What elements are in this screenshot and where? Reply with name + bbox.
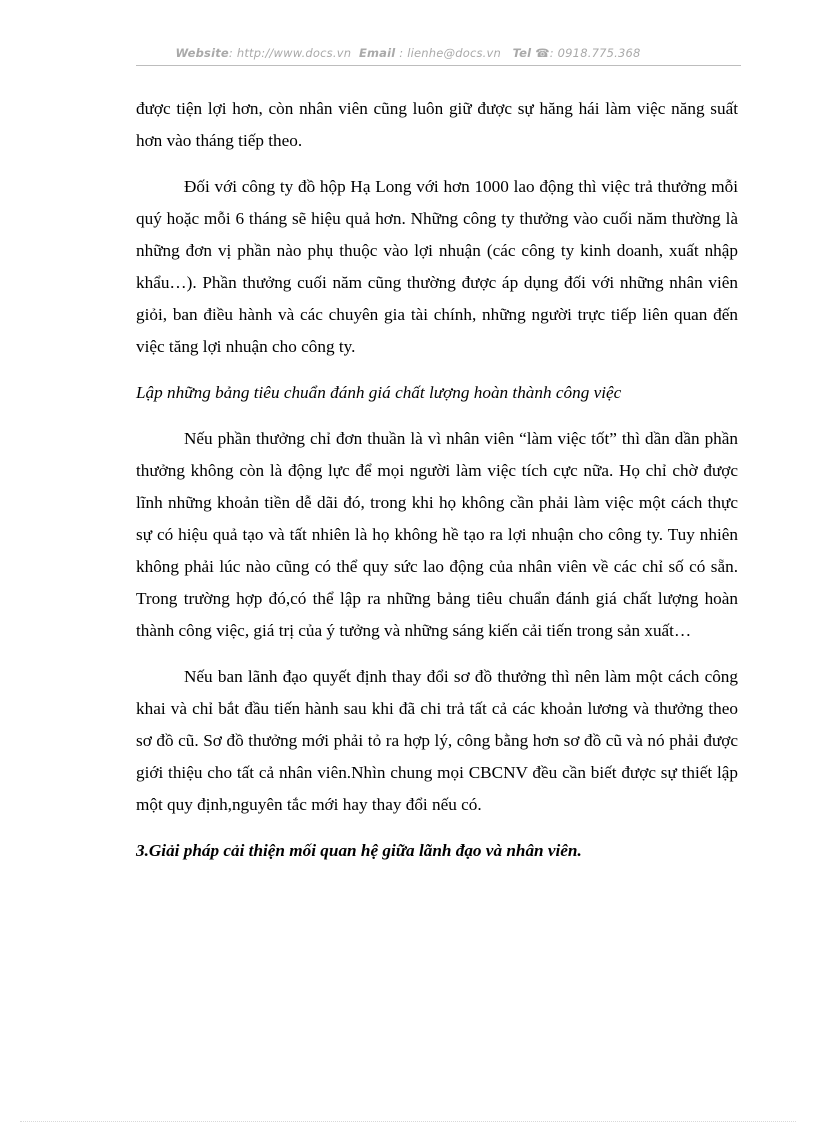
paragraph-bonus-timing: Đối với công ty đồ hộp Hạ Long với hơn 1000 lao động thì việc trả thưởng mỗi quý hoặc mỗi 6 tháng sẽ hiệu quả hơn. Những công ty thưởng vào cuối năm thường là những đơn vị phần nào phụ thuộc vào lợi nhuận (các công ty kinh doanh, xuất nhập khẩu…). Phần thưởng cuối năm cũng thường được áp dụng đối với những nhân viên giỏi, ban điều hành và các chuyên gia tài chính, những người trực tiếp liên quan đến việc tăng lợi nhuận cho công ty. — [136, 177, 738, 356]
paragraph-continuation: được tiện lợi hơn, còn nhân viên cũng luôn giữ được sự hăng hái làm việc năng suất hơn vào tháng tiếp theo. — [136, 99, 738, 150]
footer-divider — [20, 1121, 796, 1122]
tel-label: Tel — [512, 46, 532, 60]
paragraph-reward-motivation: Nếu phần thưởng chỉ đơn thuần là vì nhân viên “làm việc tốt” thì dần dần phần thưởng không còn là động lực để mọi người làm việc tích cực nữa. Họ chỉ chờ được lĩnh những khoản tiền dễ dãi đó, trong khi họ không cần phải làm việc một cách thực sự có hiệu quả tạo và tất nhiên là họ không hề tạo ra lợi nhuận cho công ty. Tuy nhiên không phải lúc nào cũng có thể quy sức lao động của nhân viên về các chỉ số có sẵn. Trong trường hợp đó,có thể lập ra những bảng tiêu chuẩn đánh giá chất lượng hoàn thành công việc, giá trị của ý tưởng và những sáng kiến cải tiến trong sản xuất… — [136, 429, 738, 640]
website-url: : http://www.docs.vn — [228, 46, 352, 60]
document-body — [136, 93, 738, 867]
phone-icon: ☎ — [535, 46, 550, 60]
header-divider — [136, 65, 741, 66]
section-heading: 3.Giải pháp cải thiện mối quan hệ giữa lãnh đạo và nhân viên. — [136, 841, 582, 860]
email-label: Email — [358, 46, 396, 60]
page-header — [0, 46, 816, 60]
subheading-evaluation-standards: Lập những bảng tiêu chuẩn đánh giá chất lượng hoàn thành công việc — [136, 383, 622, 402]
email-address: : lienhe@docs.vn — [395, 46, 502, 60]
website-label: Website — [175, 46, 229, 60]
paragraph-bonus-scheme-change: Nếu ban lãnh đạo quyết định thay đổi sơ đồ thưởng thì nên làm một cách công khai và chỉ bắt đầu tiến hành sau khi đã chi trả tất cả các khoản lương và thưởng theo sơ đồ cũ. Sơ đồ thưởng mới phải tỏ ra hợp lý, công bằng hơn sơ đồ cũ và nó phải được giới thiệu cho tất cả nhân viên.Nhìn chung mọi CBCNV đều cần biết được sự thiết lập một quy định,nguyên tắc mới hay thay đổi nếu có. — [136, 667, 738, 814]
tel-number: : 0918.775.368 — [549, 46, 641, 60]
